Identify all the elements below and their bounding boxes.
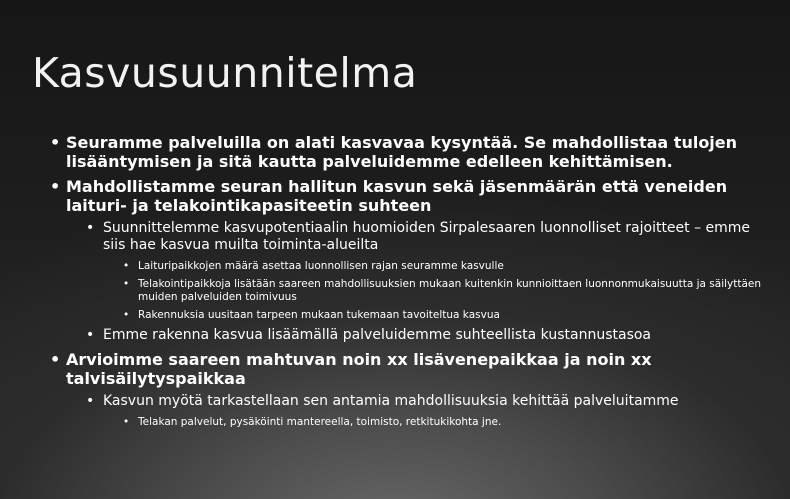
bullet-icon: • <box>86 393 95 409</box>
bullet-icon: • <box>123 260 130 272</box>
bullet-text: Arvioimme saareen mahtuvan noin xx lisävenepaikkaa ja noin xx talvisäilytyspaikkaa <box>66 350 652 388</box>
bullet-list <box>50 133 770 429</box>
bullet-text: Telakointipaikkoja lisätään saareen mahdollisuuksien mukaan kuitenkin kunnioittaen luonnonmukaisuutta ja säilyttäen muiden palveluiden toimivuus <box>138 278 762 303</box>
sub-sub-bullet-list <box>123 260 770 322</box>
bullet-text: Emme rakenna kasvua lisäämällä palveluidemme suhteellista kustannustasoa <box>103 327 652 343</box>
bullet-icon: • <box>123 416 130 428</box>
sub-sub-bullet-item-dock-spaces <box>123 278 770 304</box>
slide-title: Kasvusuunnitelma <box>32 49 418 97</box>
bullet-text: Telakan palvelut, pysäköinti mantereella, toimisto, retkitukikohta jne. <box>138 416 502 428</box>
bullet-icon: • <box>86 327 95 343</box>
sub-sub-bullet-list <box>123 416 770 429</box>
bullet-text: Suunnittelemme kasvupotentiaalin huomioiden Sirpalesaaren luonnolliset rajoitteet – emme siis hae kasvua muilta toiminta-alueilta <box>103 220 751 253</box>
bullet-text: Rakennuksia uusitaan tarpeen mukaan tukemaan tavoiteltua kasvua <box>138 309 500 321</box>
bullet-item-capacity-estimate <box>50 350 770 429</box>
sub-bullet-item-natural-limits <box>86 220 770 322</box>
bullet-text: Kasvun myötä tarkastellaan sen antamia mahdollisuuksia kehittää palveluitamme <box>103 393 679 409</box>
slide-body <box>50 133 770 435</box>
bullet-item-controlled-growth <box>50 177 770 344</box>
bullet-icon: • <box>50 177 61 196</box>
sub-sub-bullet-item-buildings <box>123 309 770 322</box>
bullet-icon: • <box>86 220 95 236</box>
bullet-text: Laituripaikkojen määrä asettaa luonnollisen rajan seuramme kasvulle <box>138 260 504 272</box>
bullet-icon: • <box>50 133 61 152</box>
sub-bullet-list <box>86 220 770 344</box>
sub-bullet-list <box>86 393 770 429</box>
bullet-icon: • <box>123 309 130 321</box>
bullet-icon: • <box>123 278 130 290</box>
bullet-text: Seuramme palveluilla on alati kasvavaa kysyntää. Se mahdollistaa tulojen lisääntymisen ja sitä kautta palveluidemme edelleen kehittämisen. <box>66 133 738 171</box>
bullet-item-demand <box>50 133 770 171</box>
bullet-text: Mahdollistamme seuran hallitun kasvun sekä jäsenmäärän että veneiden laituri- ja telakointikapasiteetin suhteen <box>66 177 728 215</box>
sub-bullet-item-service-development <box>86 393 770 429</box>
sub-sub-bullet-item-services-list <box>123 416 770 429</box>
bullet-icon: • <box>50 350 61 369</box>
sub-bullet-item-cost-level <box>86 327 770 344</box>
sub-sub-bullet-item-berths <box>123 260 770 273</box>
